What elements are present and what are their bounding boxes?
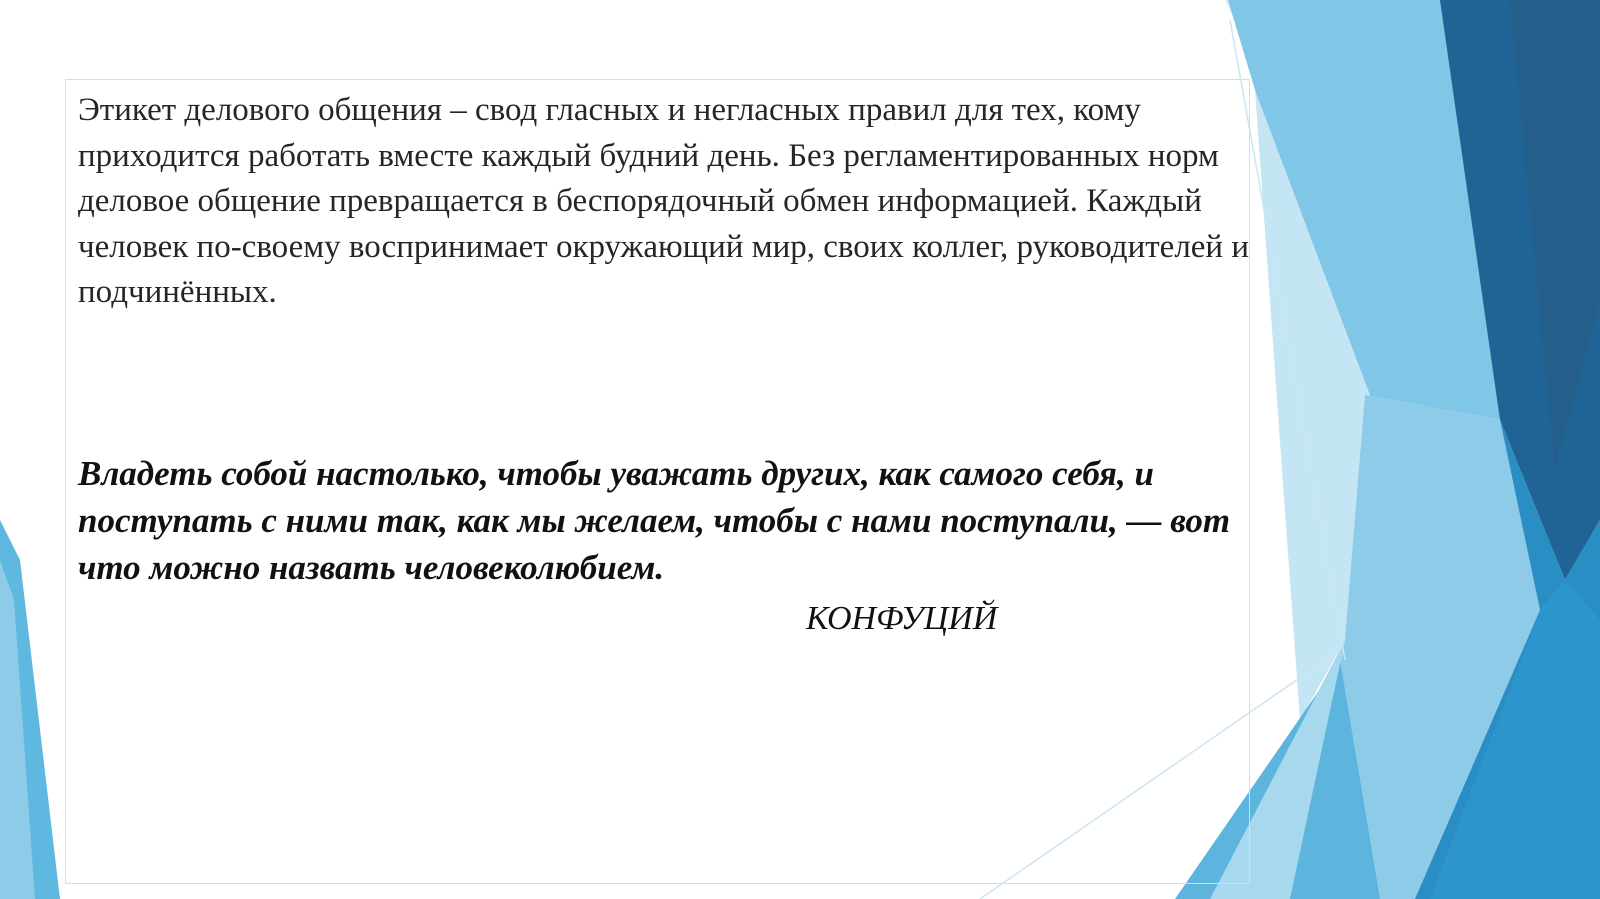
quote-text: Владеть собой настолько, чтобы уважать других, как самого себя, и поступать с ними так, как мы желаем, чтобы с нами поступали, — вот что можно назвать человеколюбием. bbox=[78, 454, 1231, 587]
quote-author: КОНФУЦИЙ bbox=[806, 600, 998, 637]
body-paragraph: Этикет делового общения – свод гласных и негласных правил для тех, кому приходится работать вместе каждый будний день. Без регламентированных норм деловое общение превращается в беспорядочный обмен информацией. Каждый человек по-своему воспринимает окружающий мир, своих коллег, руководителей и подчинённых. bbox=[78, 92, 1250, 310]
